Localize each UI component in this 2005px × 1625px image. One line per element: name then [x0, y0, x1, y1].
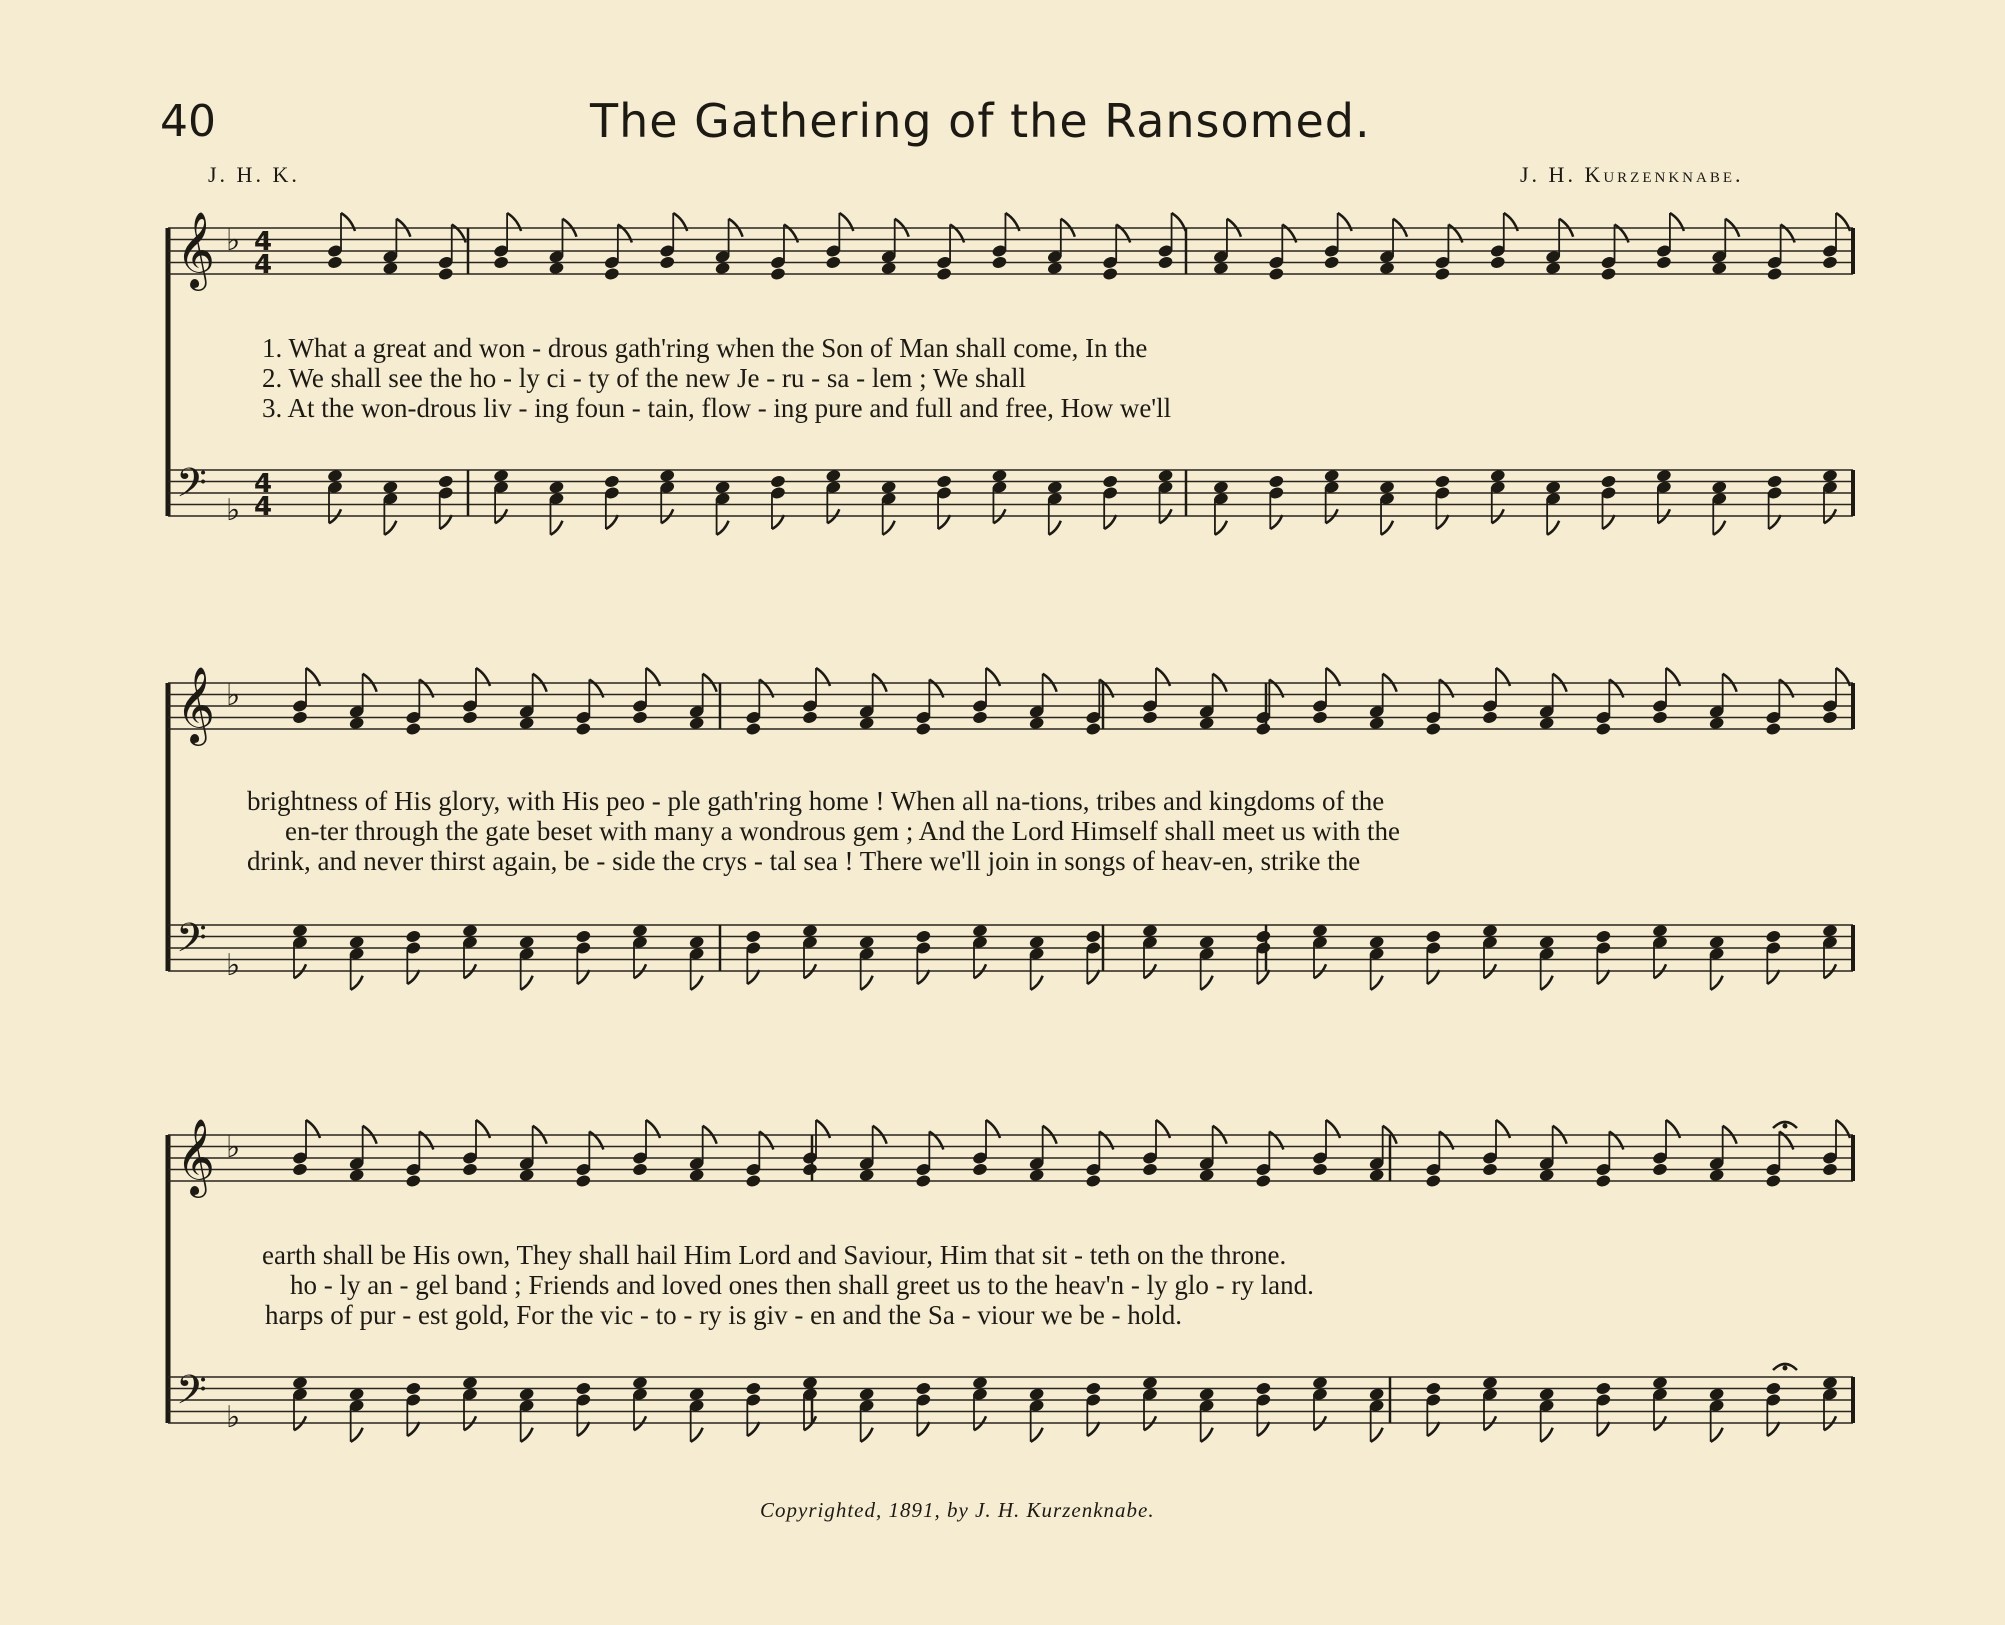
note-flag: [1201, 1428, 1213, 1442]
note-head: [1255, 1381, 1272, 1396]
note-head: [972, 710, 989, 725]
note-flag: [1767, 970, 1779, 984]
note-flag: [861, 1428, 873, 1442]
time-signature-bottom: 4: [254, 492, 273, 522]
note-head: [1482, 710, 1499, 725]
note-head: [1822, 710, 1839, 725]
copyright-notice: Copyrighted, 1891, by J. H. Kurzenknabe.: [760, 1498, 1155, 1522]
note-flag: [407, 1422, 419, 1436]
note-flag: [407, 970, 419, 984]
note-flag: [747, 1422, 759, 1436]
note-head: [1600, 474, 1617, 489]
lyric-line: harps of pur - est gold, For the vic - to - ry is giv - en and the Sa - viour we be - hold.: [265, 1300, 1183, 1330]
lyric-line: brightness of His glory, with His peo - ple gath'ring home ! When all na-tions, tribes and kingdoms of the: [247, 786, 1385, 816]
note-head: [745, 722, 762, 737]
note-head: [462, 710, 479, 725]
note-head: [1268, 267, 1285, 282]
note-flag: [1541, 976, 1553, 990]
note-head: [1652, 710, 1669, 725]
note-head: [1482, 1162, 1499, 1177]
note-head: [915, 929, 932, 944]
note-head: [405, 929, 422, 944]
note-head: [632, 1162, 649, 1177]
note-head: [405, 1174, 422, 1189]
note-head: [1766, 474, 1783, 489]
note-flag: [1541, 1428, 1553, 1442]
note-flag: [883, 521, 895, 535]
note-head: [1765, 1174, 1782, 1189]
note-head: [802, 1162, 819, 1177]
note-head: [405, 1381, 422, 1396]
note-flag: [691, 976, 703, 990]
note-flag: [1371, 1428, 1383, 1442]
note-head: [1595, 1381, 1612, 1396]
note-head: [802, 710, 819, 725]
treble-clef-icon: 𝄞: [176, 211, 216, 288]
note-head: [825, 255, 842, 270]
note-head: [405, 722, 422, 737]
note-head: [915, 722, 932, 737]
note-head: [1765, 929, 1782, 944]
note-head: [1312, 710, 1329, 725]
note-head: [575, 929, 592, 944]
note-flag: [1711, 1428, 1723, 1442]
bass-clef-icon: 𝄢: [176, 915, 207, 971]
note-flag: [747, 970, 759, 984]
note-head: [972, 1162, 989, 1177]
flat-icon: ♭: [226, 493, 241, 528]
note-head: [1323, 255, 1340, 270]
hymn-title: The Gathering of the Ransomed.: [590, 94, 1371, 148]
note-head: [1765, 722, 1782, 737]
note-flag: [1104, 515, 1116, 529]
note-head: [915, 1381, 932, 1396]
page-number: 40: [160, 96, 216, 147]
note-head: [1822, 255, 1839, 270]
flat-icon: ♭: [226, 223, 241, 258]
note-head: [1425, 722, 1442, 737]
note-flag: [351, 1428, 363, 1442]
note-head: [603, 267, 620, 282]
flat-icon: ♭: [226, 948, 241, 983]
note-head: [936, 474, 953, 489]
note-head: [1255, 1174, 1272, 1189]
note-flag: [577, 1422, 589, 1436]
note-head: [745, 929, 762, 944]
flat-icon: ♭: [226, 1400, 241, 1435]
note-head: [915, 1174, 932, 1189]
note-head: [1765, 1381, 1782, 1396]
note-flag: [521, 976, 533, 990]
note-flag: [1257, 970, 1269, 984]
note-head: [1085, 1381, 1102, 1396]
note-head: [1595, 929, 1612, 944]
note-head: [292, 710, 309, 725]
time-signature-bottom: 4: [254, 250, 273, 280]
note-head: [462, 1162, 479, 1177]
note-head: [1425, 1174, 1442, 1189]
note-flag: [440, 515, 452, 529]
lyric-line: 1. What a great and won - drous gath'ring when the Son of Man shall come, In the: [262, 333, 1148, 363]
note-flag: [717, 521, 729, 535]
note-flag: [1257, 1422, 1269, 1436]
note-head: [936, 267, 953, 282]
note-head: [1434, 267, 1451, 282]
lyric-line: earth shall be His own, They shall hail Him Lord and Saviour, Him that sit - teth on the throne.: [262, 1240, 1287, 1270]
note-head: [1656, 255, 1673, 270]
note-head: [1157, 255, 1174, 270]
note-head: [1595, 1174, 1612, 1189]
note-head: [1102, 267, 1119, 282]
composer-credit: J. H. Kurzenknabe.: [1520, 162, 1744, 187]
note-head: [1085, 929, 1102, 944]
note-head: [1255, 929, 1272, 944]
note-flag: [1215, 521, 1227, 535]
note-head: [1822, 1162, 1839, 1177]
note-flag: [521, 1428, 533, 1442]
note-flag: [861, 976, 873, 990]
note-flag: [1713, 521, 1725, 535]
note-flag: [772, 515, 784, 529]
lyric-line: ho - ly an - gel band ; Friends and loved ones then shall greet us to the heav'n - ly glo - ry land.: [290, 1270, 1314, 1300]
note-head: [575, 722, 592, 737]
note-flag: [1031, 1428, 1043, 1442]
note-head: [632, 710, 649, 725]
note-head: [437, 267, 454, 282]
lyric-line: en-ter through the gate beset with many a wondrous gem ; And the Lord Himself shall meet us with the: [285, 816, 1401, 846]
lyric-line: drink, and never thirst again, be - side the crys - tal sea ! There we'll join in songs of heav-en, strike the: [247, 846, 1361, 876]
note-head: [1142, 1162, 1159, 1177]
note-head: [292, 1162, 309, 1177]
note-head: [1142, 710, 1159, 725]
note-flag: [1031, 976, 1043, 990]
note-flag: [691, 1428, 703, 1442]
note-head: [327, 255, 344, 270]
note-flag: [1087, 970, 1099, 984]
lyric-line: 3. At the won-drous liv - ing foun - tain, flow - ing pure and full and free, How we'll: [262, 393, 1172, 423]
note-flag: [917, 970, 929, 984]
note-flag: [1201, 976, 1213, 990]
note-flag: [1371, 976, 1383, 990]
lyricist-credit: J. H. K.: [208, 162, 300, 187]
fermata-dot: [1783, 1366, 1788, 1371]
note-flag: [938, 515, 950, 529]
flat-icon: ♭: [226, 1130, 241, 1165]
flat-icon: ♭: [226, 678, 241, 713]
note-flag: [577, 970, 589, 984]
note-head: [770, 267, 787, 282]
note-flag: [550, 521, 562, 535]
note-head: [1102, 474, 1119, 489]
note-head: [437, 474, 454, 489]
note-head: [1085, 1174, 1102, 1189]
note-flag: [1769, 515, 1781, 529]
note-flag: [1087, 1422, 1099, 1436]
note-flag: [1711, 976, 1723, 990]
note-flag: [1427, 970, 1439, 984]
note-flag: [1547, 521, 1559, 535]
note-head: [1600, 267, 1617, 282]
note-head: [493, 255, 510, 270]
note-flag: [351, 976, 363, 990]
treble-clef-icon: 𝄞: [176, 666, 216, 743]
note-head: [1652, 1162, 1669, 1177]
note-flag: [1049, 521, 1061, 535]
time-signature-top: 4: [254, 469, 273, 499]
note-flag: [1597, 970, 1609, 984]
note-head: [770, 474, 787, 489]
note-head: [1425, 1381, 1442, 1396]
note-flag: [384, 521, 396, 535]
lyric-line: 2. We shall see the ho - ly ci - ty of the new Je - ru - sa - lem ; We shall: [262, 363, 1026, 393]
bass-clef-icon: 𝄢: [176, 1367, 207, 1423]
note-flag: [917, 1422, 929, 1436]
note-head: [575, 1174, 592, 1189]
note-head: [1268, 474, 1285, 489]
note-head: [1595, 722, 1612, 737]
note-flag: [606, 515, 618, 529]
note-flag: [1427, 1422, 1439, 1436]
note-head: [991, 255, 1008, 270]
note-head: [1489, 255, 1506, 270]
fermata-dot: [1783, 1124, 1788, 1129]
note-head: [1766, 267, 1783, 282]
note-flag: [1270, 515, 1282, 529]
note-head: [1085, 722, 1102, 737]
note-head: [1255, 722, 1272, 737]
note-head: [1312, 1162, 1329, 1177]
note-flag: [1767, 1422, 1779, 1436]
note-flag: [1436, 515, 1448, 529]
note-flag: [1603, 515, 1615, 529]
bass-clef-icon: 𝄢: [176, 460, 207, 516]
treble-clef-icon: 𝄞: [176, 1118, 216, 1195]
note-head: [745, 1174, 762, 1189]
note-flag: [1597, 1422, 1609, 1436]
note-head: [575, 1381, 592, 1396]
note-head: [659, 255, 676, 270]
time-signature-top: 4: [254, 227, 273, 257]
note-head: [745, 1381, 762, 1396]
note-head: [603, 474, 620, 489]
note-head: [1425, 929, 1442, 944]
note-flag: [1381, 521, 1393, 535]
note-head: [1434, 474, 1451, 489]
